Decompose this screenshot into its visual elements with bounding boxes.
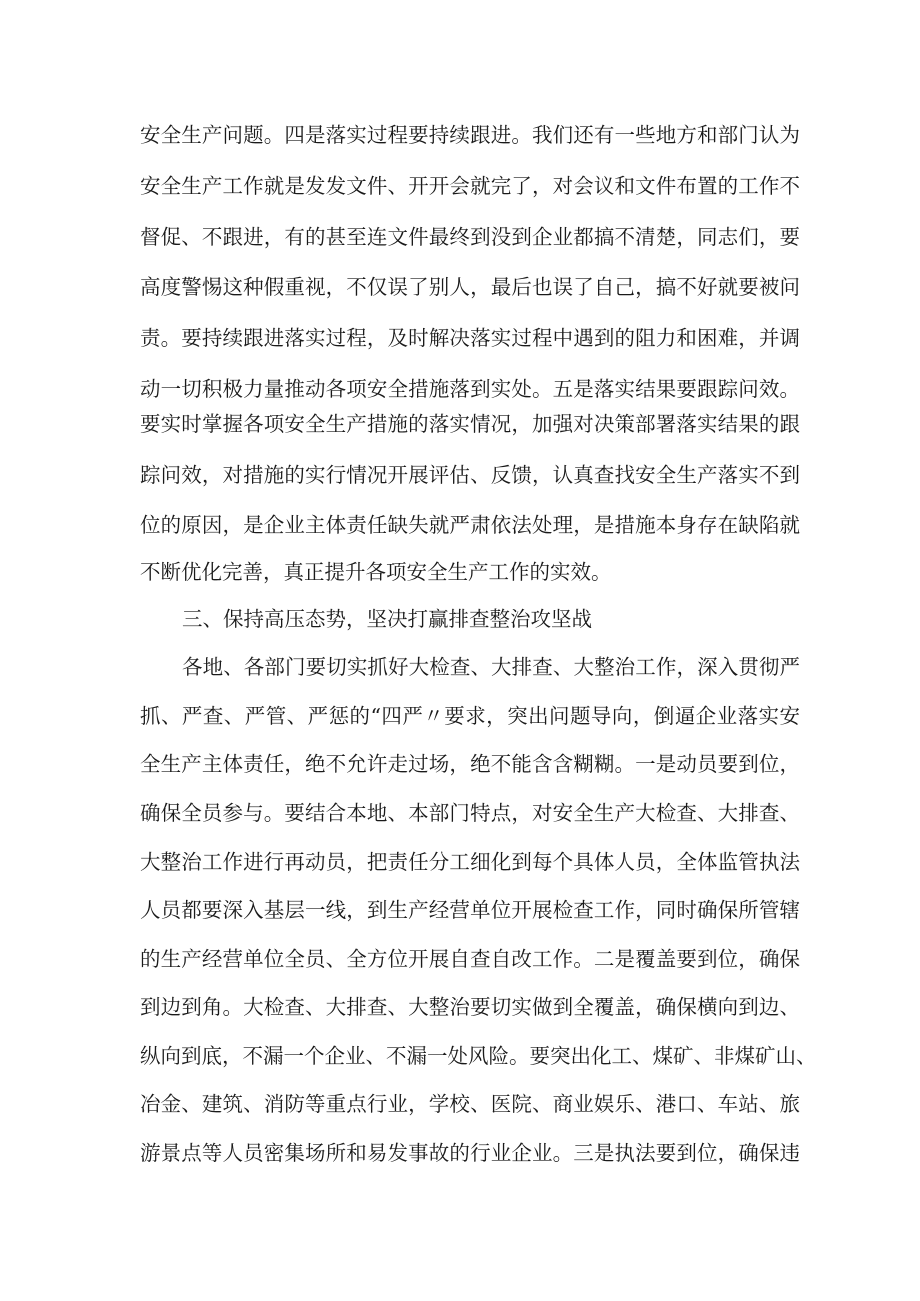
body-text-line: 安全生产工作就是发发文件、开开会就完了，对会议和文件布置的工作不 — [140, 174, 800, 198]
section-heading: 三、保持高压态势，坚决打赢排查整治攻坚战 — [182, 607, 592, 631]
body-text-line: 督促、不跟进，有的甚至连文件最终到没到企业都搞不清楚，同志们，要 — [140, 225, 800, 249]
body-text-line: 高度警惕这种假重视，不仅误了别人，最后也误了自己，搞不好就要被问 — [140, 275, 800, 299]
body-text-line: 抓、严查、严管、严惩的“四严〃要求，突出问题导向，倒逼企业落实安 — [140, 704, 800, 728]
body-text-line: 纵向到底，不漏一个企业、不漏一处风险。要突出化工、煤矿、非煤矿山、 — [140, 1044, 817, 1068]
body-text-line: 动一切积极力量推动各项安全措施落到实处。五是落实结果要跟踪问效。 — [140, 377, 800, 401]
body-text-line: 要实时掌握各项安全生产措施的落实情况，加强对决策部署落实结果的跟 — [140, 412, 800, 436]
body-text-line: 安全生产问题。四是落实过程要持续跟进。我们还有一些地方和部门认为 — [140, 123, 800, 147]
body-text-line: 责。要持续跟进落实过程，及时解决落实过程中遇到的阻力和困难，并调 — [140, 326, 800, 350]
body-text-line: 冶金、建筑、消防等重点行业，学校、医院、商业娱乐、港口、车站、旅 — [140, 1092, 800, 1116]
body-text-line: 位的原因，是企业主体责任缺失就严肃依法处理，是措施本身存在缺陷就 — [140, 513, 800, 537]
body-text-line: 人员都要深入基层一线，到生产经营单位开展检查工作，同时确保所管辖 — [140, 898, 800, 922]
body-text-line: 的生产经营单位全员、全方位开展自查自改工作。二是覆盖要到位，确保 — [140, 947, 800, 971]
body-text-line: 确保全员参与。要结合本地、本部门特点，对安全生产大检查、大排查、 — [140, 801, 800, 825]
body-text-line: 踪问效，对措施的实行情况开展评估、反馈，认真查找安全生产落实不到 — [140, 463, 800, 487]
body-text-line: 大整治工作进行再动员，把责任分工细化到每个具体人员，全体监管执法 — [140, 850, 800, 874]
body-text-line: 全生产主体责任，绝不允许走过场，绝不能含含糊糊。一是动员要到位， — [140, 752, 800, 776]
paragraph-first-line: 各地、各部门要切实抓好大检查、大排查、大整治工作，深入贯彻严 — [182, 655, 800, 679]
body-text-line: 不断优化完善，真正提升各项安全生产工作的实效。 — [140, 560, 612, 584]
body-text-line: 到边到角。大检查、大排查、大整治要切实做到全覆盖，确保横向到边、 — [140, 995, 800, 1019]
body-text-line: 游景点等人员密集场所和易发事故的行业企业。三是执法要到位，确保违 — [140, 1141, 800, 1165]
